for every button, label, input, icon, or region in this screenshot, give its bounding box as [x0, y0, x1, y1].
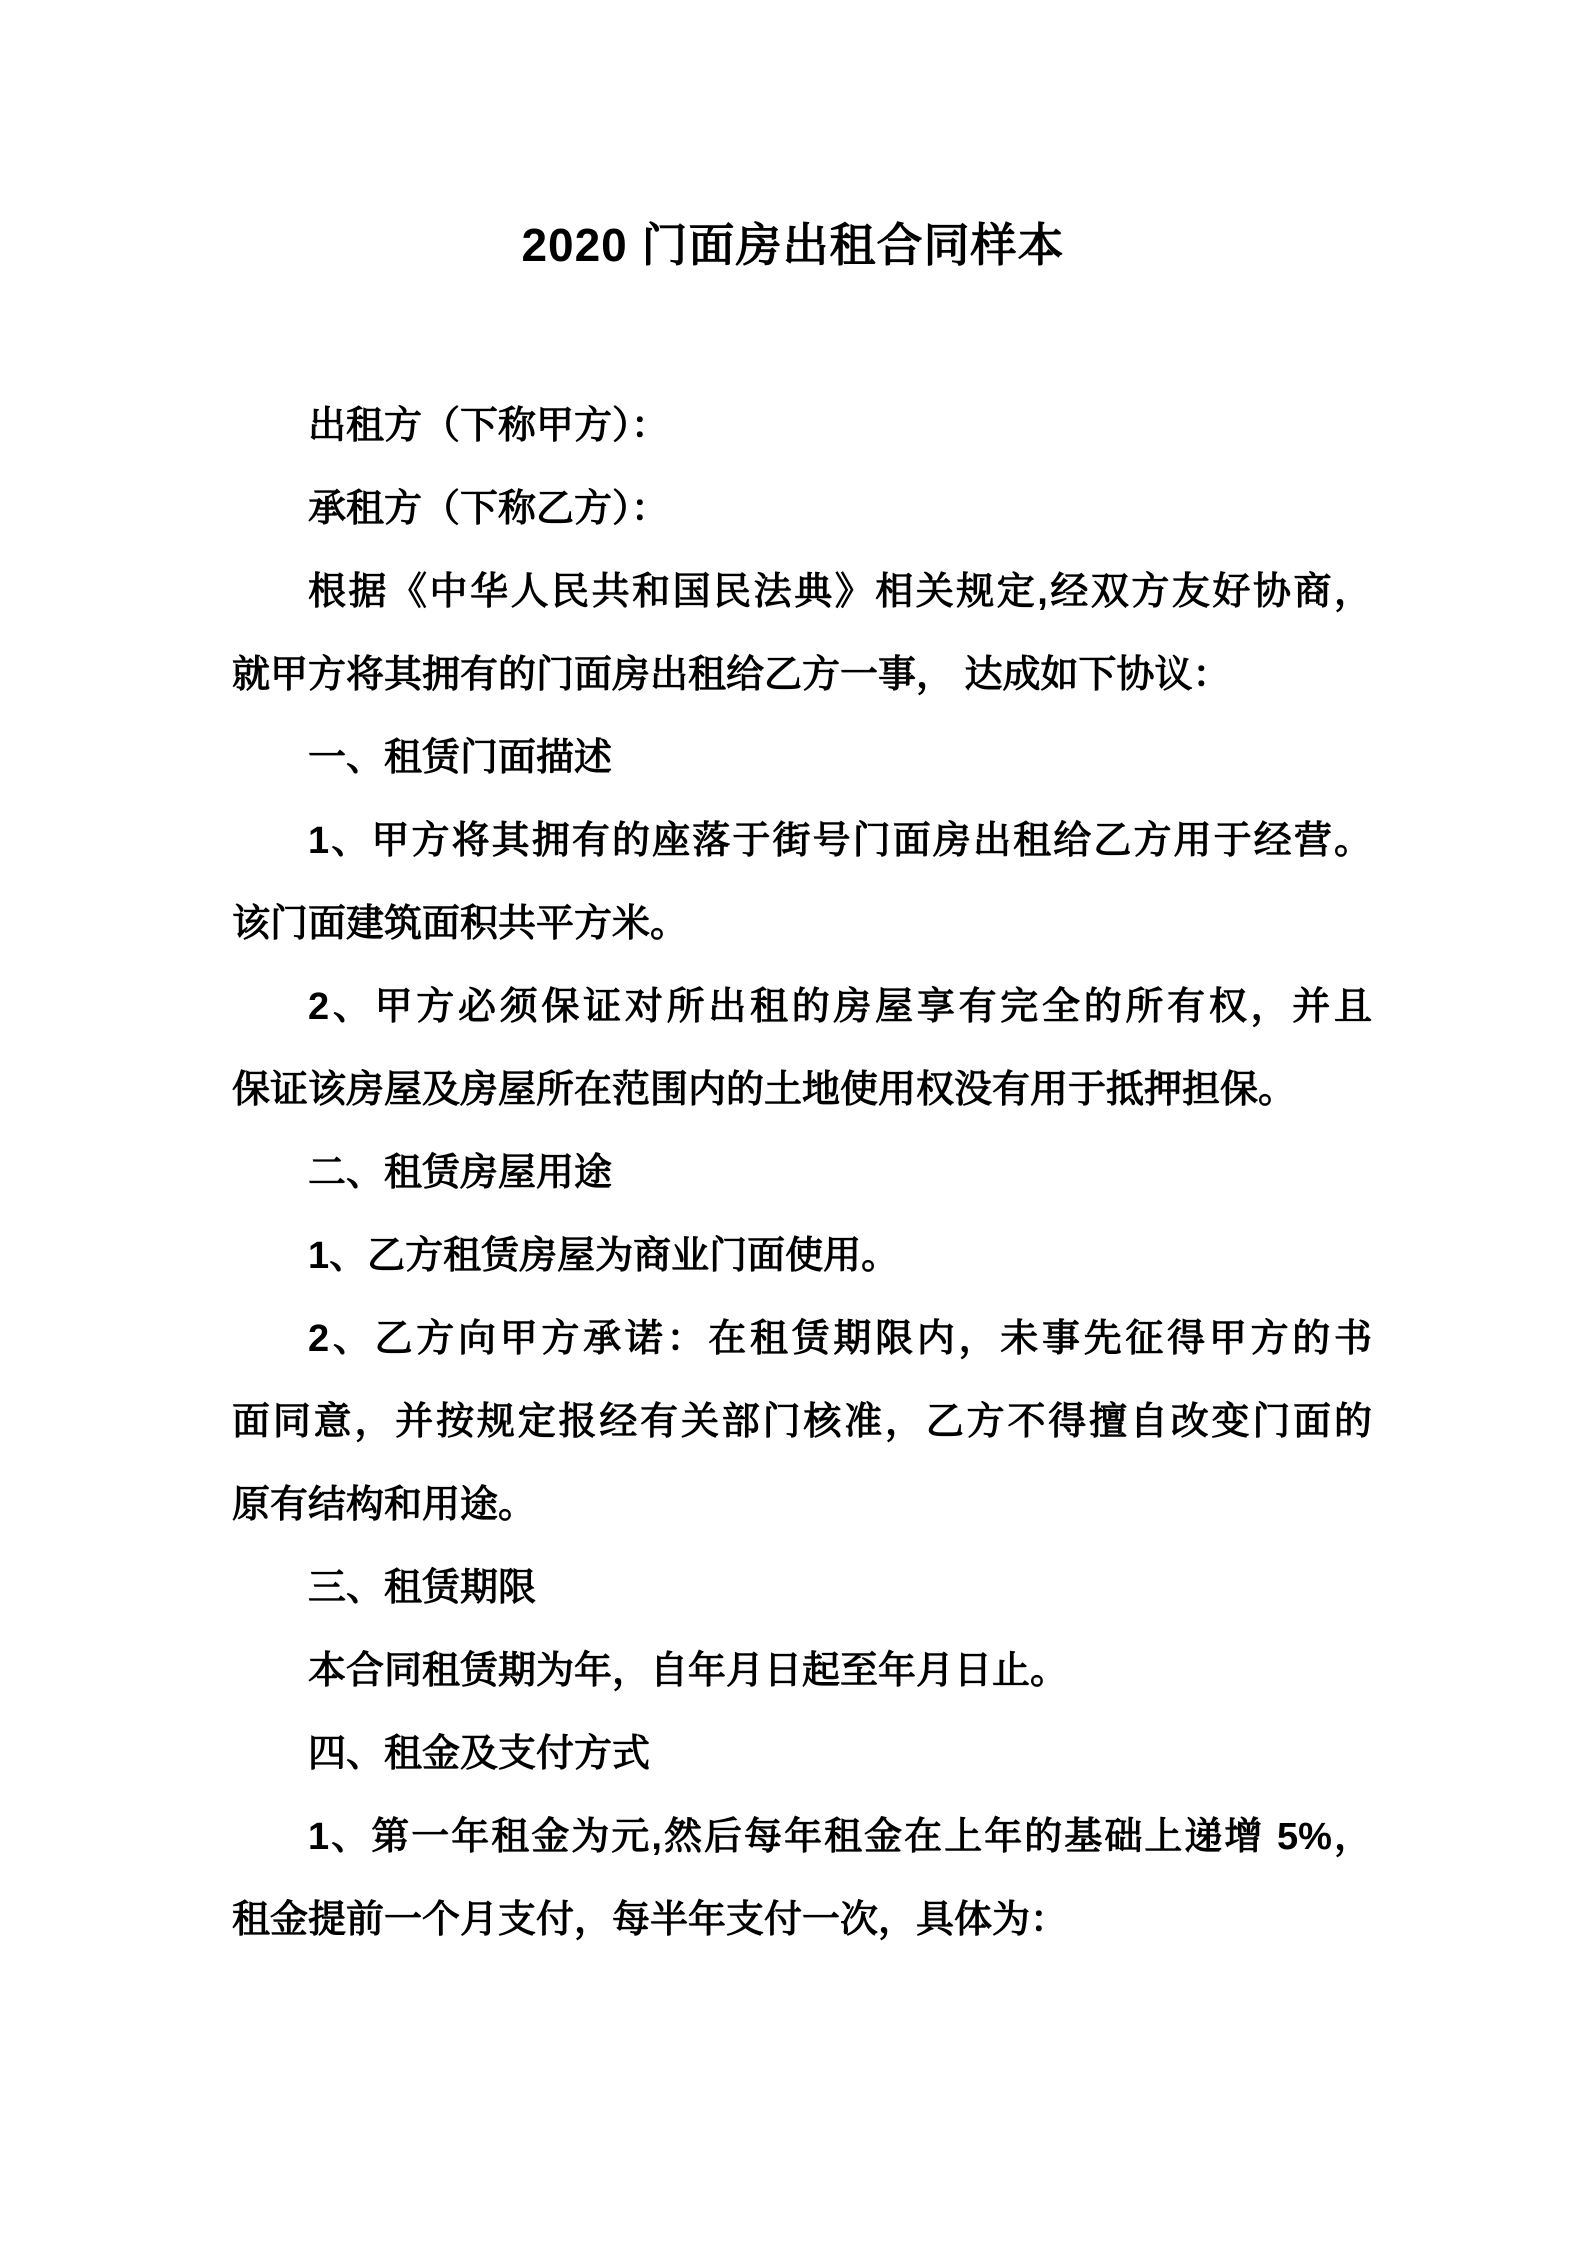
paragraph-line: 保证该房屋及房屋所在范围内的土地使用权没有用于抵押担保。	[232, 1069, 1297, 1111]
paragraph-line: 该门面建筑面积共平方米。	[232, 903, 689, 945]
paragraph	[232, 551, 1372, 717]
paragraph-line: 二、租赁房屋用途	[308, 1152, 613, 1194]
paragraph-line: 本合同租赁期为年，自年月日起至年月日止。	[308, 1650, 1069, 1692]
paragraph-line: 2、甲方必须保证对所出租的房屋享有完全的所有权，并且	[308, 986, 1372, 1028]
paragraph	[232, 1796, 1372, 1962]
paragraph-line: 承租方（下称乙方）：	[308, 488, 670, 530]
paragraph-line: 面同意，并按规定报经有关部门核准，乙方不得擅自改变门面的	[232, 1401, 1372, 1443]
paragraph	[232, 385, 1372, 468]
paragraph	[232, 717, 1372, 800]
paragraph	[232, 1630, 1372, 1713]
paragraph-line: 1、第一年租金为元,然后每年租金在上年的基础上递增 5%，	[308, 1816, 1372, 1858]
paragraph-line: 租金提前一个月支付，每半年支付一次，具体为：	[232, 1899, 1069, 1941]
paragraph	[232, 800, 1372, 966]
paragraph-line: 四、租金及支付方式	[308, 1733, 651, 1775]
paragraph-line: 1、乙方租赁房屋为商业门面使用。	[308, 1235, 900, 1277]
paragraph	[232, 1132, 1372, 1215]
paragraph-line: 2、乙方向甲方承诺：在租赁期限内，未事先征得甲方的书	[308, 1318, 1372, 1360]
paragraph	[232, 1298, 1372, 1547]
paragraph	[232, 1215, 1372, 1298]
paragraph	[232, 966, 1372, 1132]
document-title: 2020 门面房出租合同样本	[521, 219, 1065, 271]
paragraph	[232, 1713, 1372, 1796]
paragraph-line: 根据《中华人民共和国民法典》相关规定,经双方友好协商，	[308, 571, 1372, 613]
paragraph	[232, 468, 1372, 551]
paragraph	[232, 1547, 1372, 1630]
paragraph-line: 出租方（下称甲方）：	[308, 405, 670, 447]
paragraph-line: 三、租赁期限	[308, 1567, 537, 1609]
contract-body	[232, 385, 1372, 1962]
paragraph-line: 就甲方将其拥有的门面房出租给乙方一事， 达成如下协议：	[232, 654, 1231, 696]
paragraph-line: 一、租赁门面描述	[308, 737, 613, 779]
paragraph-line: 原有结构和用途。	[232, 1484, 537, 1526]
paragraph-line: 1、甲方将其拥有的座落于街号门面房出租给乙方用于经营。	[308, 820, 1372, 862]
